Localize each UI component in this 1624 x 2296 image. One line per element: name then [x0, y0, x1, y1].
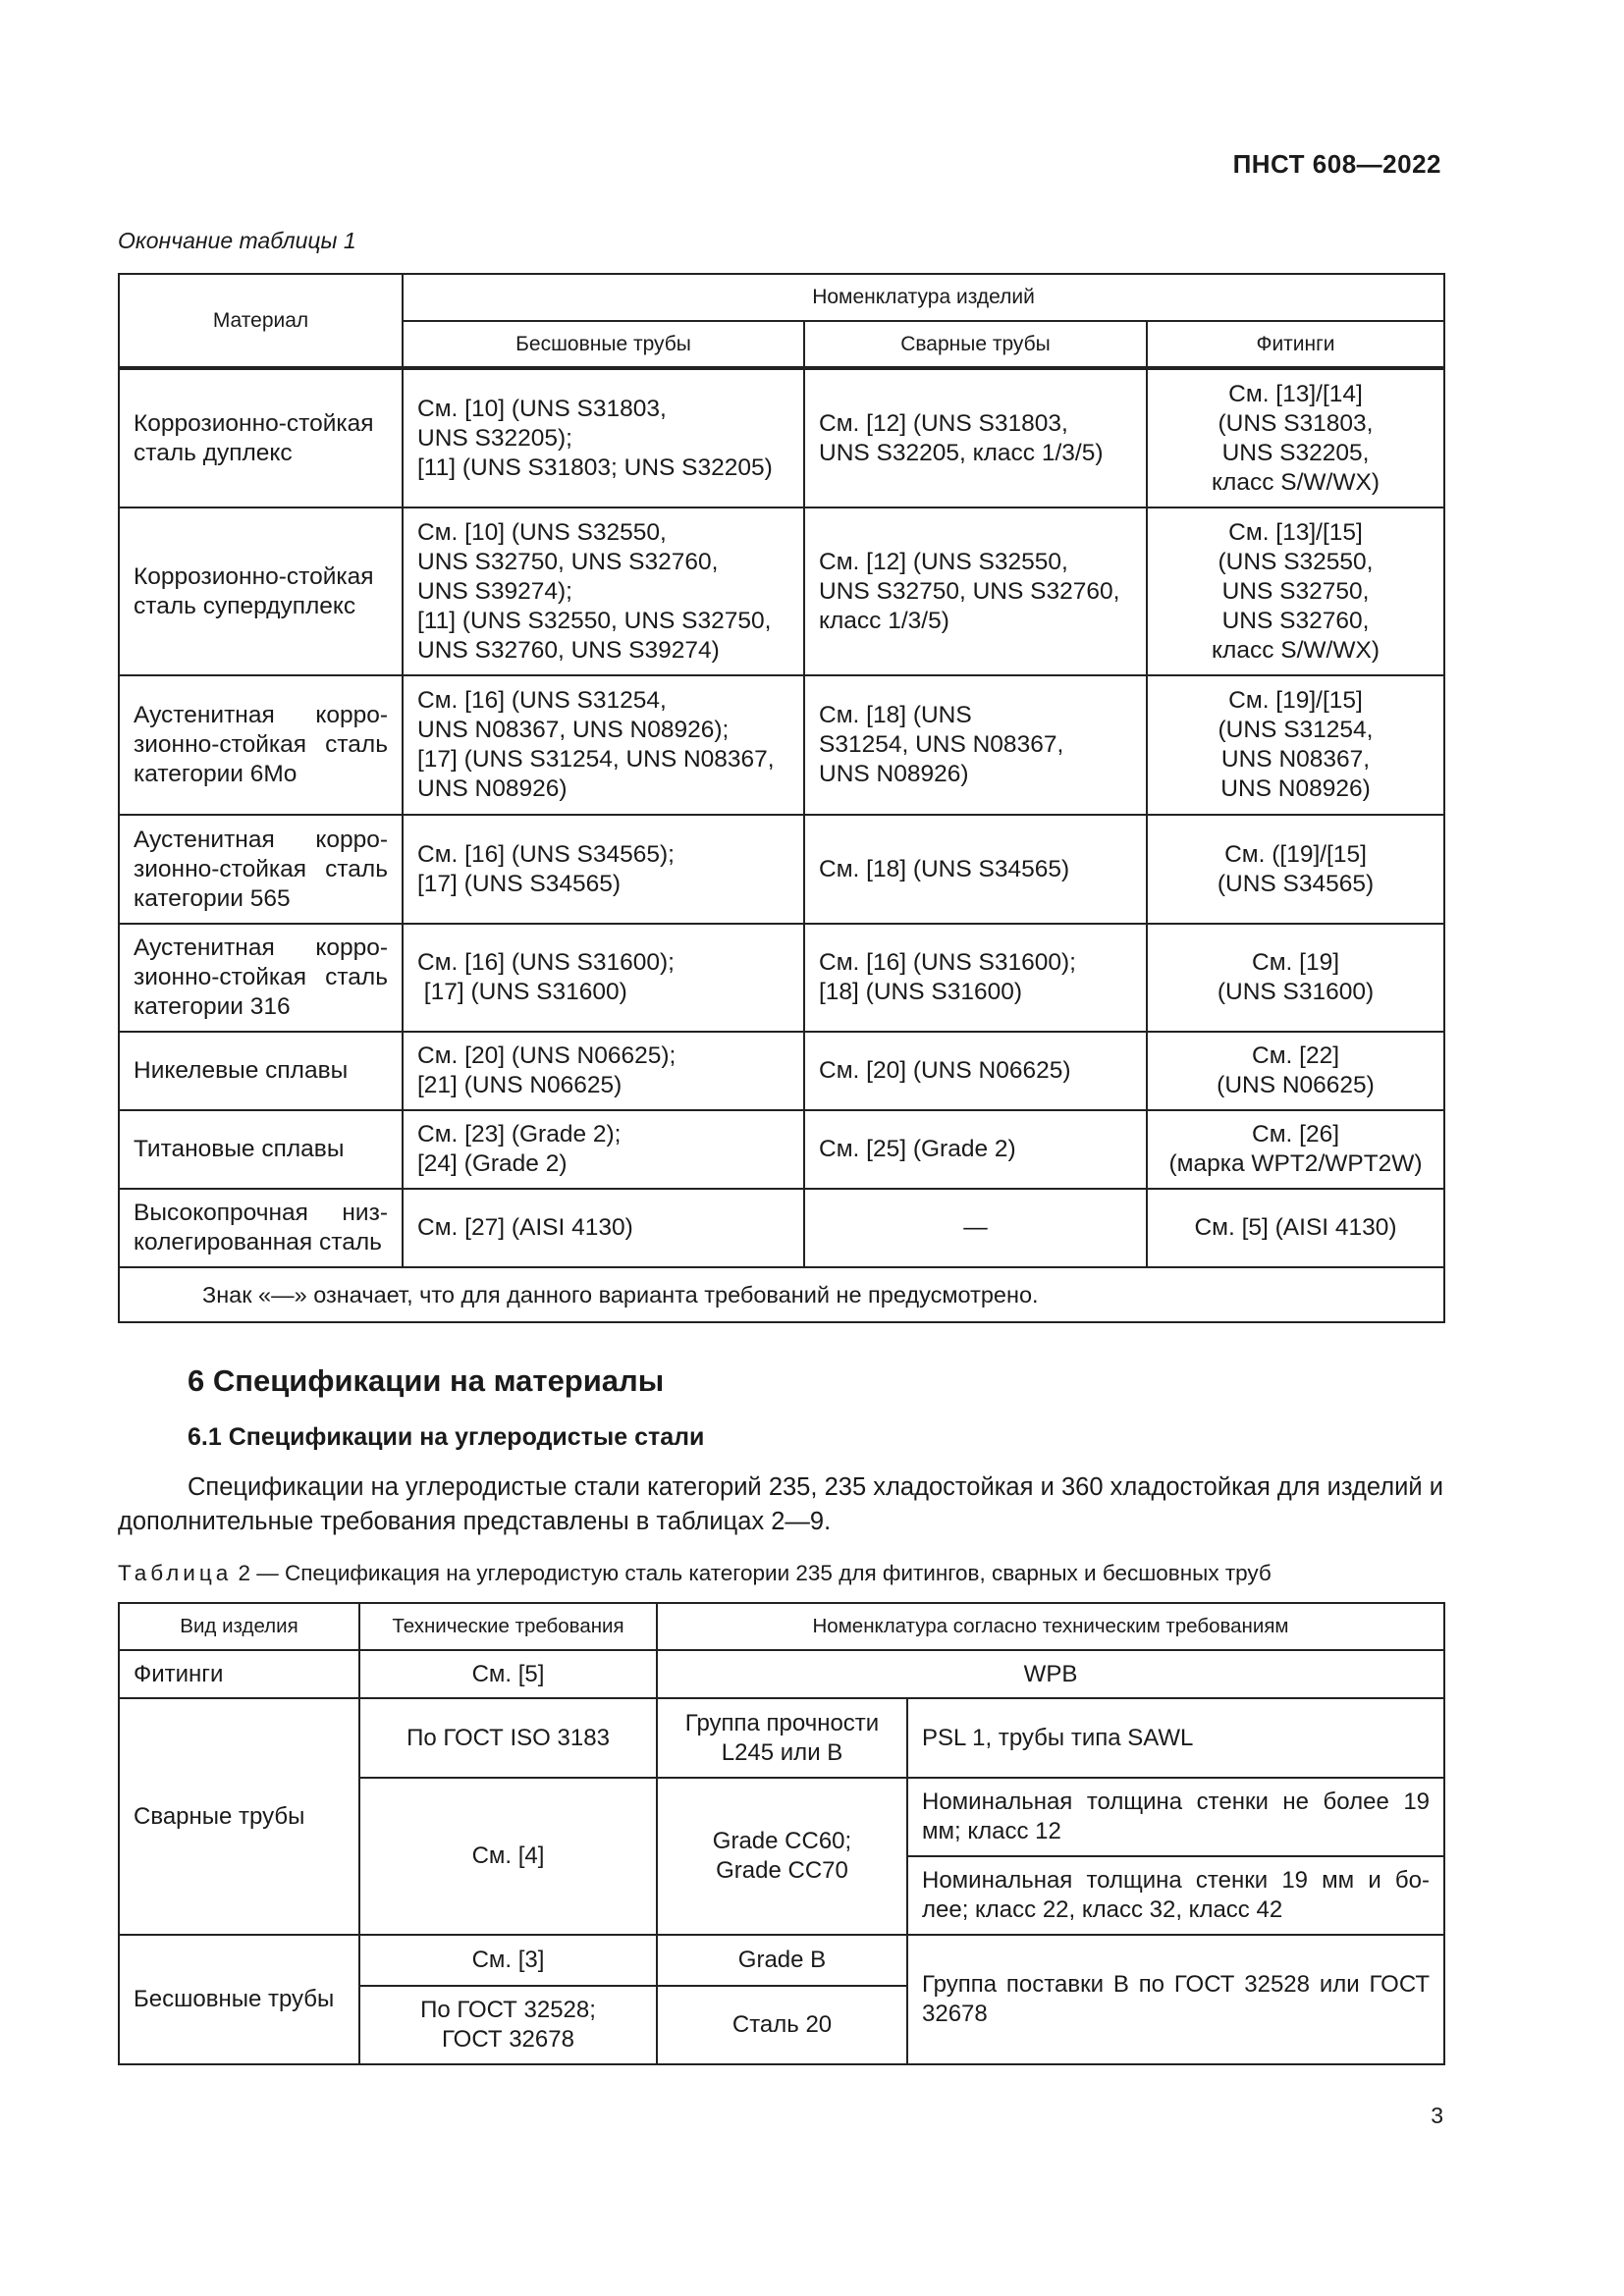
- t1-fittings-cell: См. [22] (UNS N06625): [1147, 1032, 1444, 1110]
- table-row: [119, 507, 1444, 675]
- t1-note: Знак «—» означает, что для данного варианта требований не предусмотрено.: [119, 1267, 1444, 1322]
- t1-seamless-cell: См. [10] (UNS S31803, UNS S32205); [11] (UNS S31803; UNS S32205): [403, 368, 804, 507]
- t2-tech-cell: См. [4]: [359, 1778, 657, 1935]
- t2-tech-cell: См. [3]: [359, 1935, 657, 1986]
- t2-grade-cell: Grade CC60; Grade CC70: [657, 1778, 907, 1935]
- t1-fittings-cell: См. [13]/[14] (UNS S31803, UNS S32205, класс S/W/WX): [1147, 368, 1444, 507]
- t1-header-fittings: Фитинги: [1147, 321, 1444, 368]
- t1-seamless-cell: См. [16] (UNS S31600); [17] (UNS S31600): [403, 924, 804, 1032]
- t1-fittings-cell: См. [13]/[15] (UNS S32550, UNS S32750, UNS S32760, класс S/W/WX): [1147, 507, 1444, 675]
- table-note-row: [119, 1267, 1444, 1322]
- t2-desc-cell: Группа поставки B по ГОСТ 32528 или ГОСТ 32678: [907, 1935, 1444, 2064]
- table-row: [119, 1935, 1444, 1986]
- table1-caption: Окончание таблицы 1: [118, 228, 356, 253]
- t1-fittings-cell: См. [19]/[15] (UNS S31254, UNS N08367, UNS N08926): [1147, 675, 1444, 815]
- table-row: [119, 924, 1444, 1032]
- section-paragraph: Спецификации на углеродистые стали категорий 235, 235 хладостойкая и 360 хладостойкая для изделий и дополнительные требования представлены в таблицах 2—9.: [118, 1473, 1443, 1535]
- t2-tech-cell: По ГОСТ 32528; ГОСТ 32678: [359, 1986, 657, 2064]
- t1-fittings-cell: См. [26] (марка WPT2/WPT2W): [1147, 1110, 1444, 1189]
- t1-fittings-cell: См. [5] (AISI 4130): [1147, 1189, 1444, 1267]
- page-number: 3: [1431, 2103, 1443, 2128]
- t2-header-kind: Вид изделия: [119, 1603, 359, 1650]
- t1-welded-cell: —: [804, 1189, 1147, 1267]
- t2-desc-cell: PSL 1, трубы типа SAWL: [907, 1698, 1444, 1778]
- t2-desc-cell: Номинальная толщина стенки не более 19 мм; класс 12: [907, 1778, 1444, 1856]
- t1-welded-cell: См. [20] (UNS N06625): [804, 1032, 1147, 1110]
- t1-welded-cell: См. [12] (UNS S32550, UNS S32750, UNS S32760, класс 1/3/5): [804, 507, 1147, 675]
- t1-material-cell: Аустенитная корро- зионно-стойкая сталь категории 316: [119, 924, 403, 1032]
- t2-header-tech: Технические требования: [359, 1603, 657, 1650]
- t1-material-cell: Коррозионно-стойкая сталь супердуплекс: [119, 507, 403, 675]
- subsection-title: 6.1 Спецификации на углеродистые стали: [188, 1423, 705, 1451]
- table1: [118, 273, 1445, 1323]
- t2-kind-cell: Фитинги: [119, 1650, 359, 1698]
- t2-tech-cell: По ГОСТ ISO 3183: [359, 1698, 657, 1778]
- t1-header-welded: Сварные трубы: [804, 321, 1147, 368]
- t1-header-nomenclature: Номенклатура изделий: [403, 274, 1444, 321]
- table-row: [119, 815, 1444, 924]
- t1-fittings-cell: См. [19] (UNS S31600): [1147, 924, 1444, 1032]
- t1-material-cell: Аустенитная корро- зионно-стойкая сталь категории 6Mo: [119, 675, 403, 815]
- t2-header-nomenclature: Номенклатура согласно техническим требованиям: [657, 1603, 1444, 1650]
- table-row: [119, 1698, 1444, 1778]
- table2: [118, 1602, 1445, 2065]
- section-title: 6 Спецификации на материалы: [188, 1363, 665, 1398]
- t1-seamless-cell: См. [20] (UNS N06625); [21] (UNS N06625): [403, 1032, 804, 1110]
- t2-kind-cell: Бесшовные трубы: [119, 1935, 359, 2064]
- t2-grade-cell: Группа прочности L245 или B: [657, 1698, 907, 1778]
- t1-material-cell: Никелевые сплавы: [119, 1032, 403, 1110]
- t1-welded-cell: См. [25] (Grade 2): [804, 1110, 1147, 1189]
- standard-id: ПНСТ 608—2022: [1232, 149, 1441, 179]
- t1-header-material: Материал: [119, 274, 403, 368]
- t1-seamless-cell: См. [16] (UNS S31254, UNS N08367, UNS N08926); [17] (UNS S31254, UNS N08367, UNS N08926): [403, 675, 804, 815]
- table-row: [119, 1650, 1444, 1698]
- t1-welded-cell: См. [12] (UNS S31803, UNS S32205, класс 1/3/5): [804, 368, 1147, 507]
- table-row: [119, 1189, 1444, 1267]
- table-row: [119, 368, 1444, 507]
- t1-material-cell: Коррозионно-стойкая сталь дуплекс: [119, 368, 403, 507]
- table-row: [119, 1110, 1444, 1189]
- t2-desc-cell: Номинальная толщина стенки 19 мм и бо-лее; класс 22, класс 32, класс 42: [907, 1856, 1444, 1935]
- table-row: [119, 1032, 1444, 1110]
- t2-tech-cell: См. [5]: [359, 1650, 657, 1698]
- t1-seamless-cell: См. [10] (UNS S32550, UNS S32750, UNS S32760, UNS S39274); [11] (UNS S32550, UNS S32750, UNS S32760, UNS S39274): [403, 507, 804, 675]
- t1-fittings-cell: См. ([19]/[15] (UNS S34565): [1147, 815, 1444, 924]
- t1-seamless-cell: См. [16] (UNS S34565); [17] (UNS S34565): [403, 815, 804, 924]
- t1-welded-cell: См. [18] (UNS S34565): [804, 815, 1147, 924]
- t2-kind-cell: Сварные трубы: [119, 1698, 359, 1935]
- table-row: [119, 675, 1444, 815]
- t2-grade-cell: Сталь 20: [657, 1986, 907, 2064]
- t1-material-cell: Титановые сплавы: [119, 1110, 403, 1189]
- t1-material-cell: Аустенитная корро- зионно-стойкая сталь категории 565: [119, 815, 403, 924]
- t1-header-seamless: Бесшовные трубы: [403, 321, 804, 368]
- table2-caption: Таблица 2 — Спецификация на углеродистую сталь категории 235 для фитингов, сварных и бесшовных труб: [118, 1561, 1272, 1585]
- t1-seamless-cell: См. [23] (Grade 2); [24] (Grade 2): [403, 1110, 804, 1189]
- t2-nom-cell: WPB: [657, 1650, 1444, 1698]
- t2-grade-cell: Grade B: [657, 1935, 907, 1986]
- t1-seamless-cell: См. [27] (AISI 4130): [403, 1189, 804, 1267]
- t1-welded-cell: См. [18] (UNS S31254, UNS N08367, UNS N08926): [804, 675, 1147, 815]
- t1-material-cell: Высокопрочная низ- колегированная сталь: [119, 1189, 403, 1267]
- t1-welded-cell: См. [16] (UNS S31600); [18] (UNS S31600): [804, 924, 1147, 1032]
